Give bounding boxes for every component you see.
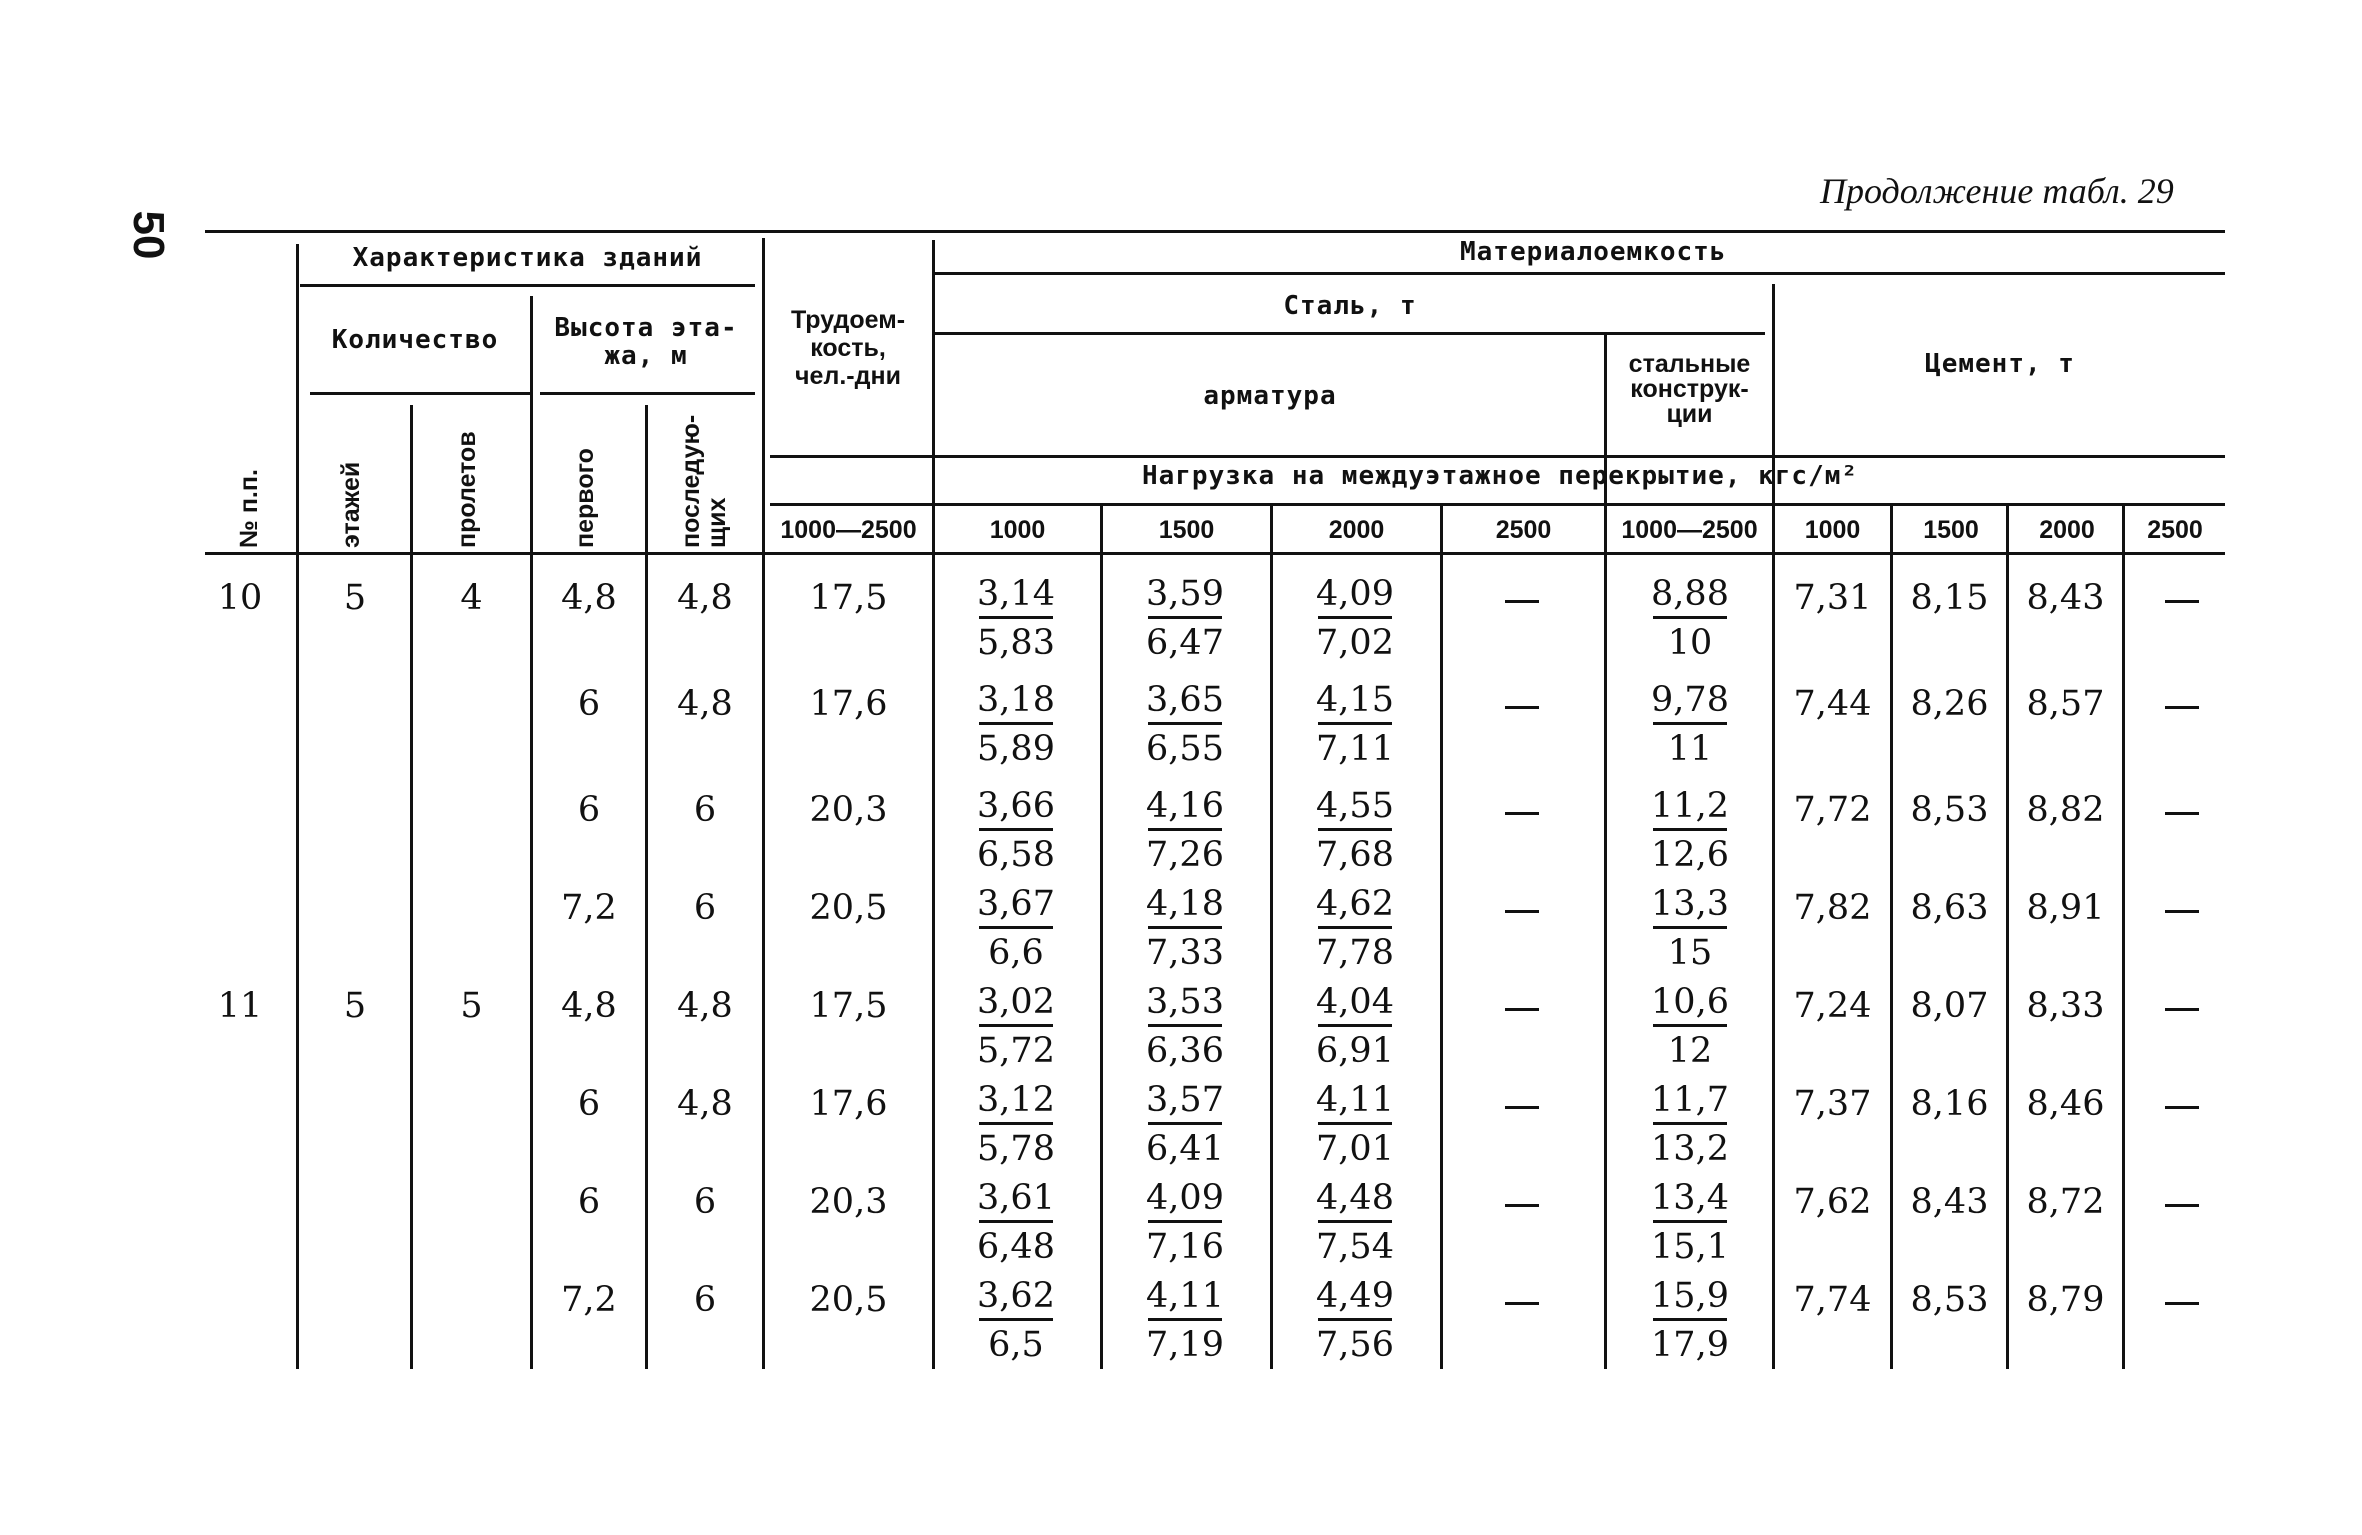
cell-rebar-2000 bbox=[1305, 884, 1405, 973]
cell-cement-2000: 8,43 bbox=[2026, 578, 2105, 618]
vline-9 bbox=[1440, 505, 1443, 1369]
cell-labor: 20,5 bbox=[809, 888, 888, 928]
cell-steel-structures-denominator: 17,9 bbox=[1651, 1325, 1729, 1365]
header-steel-structures-line3: ции bbox=[1666, 400, 1713, 428]
header-subsequent bbox=[678, 415, 730, 548]
cell-labor: 17,5 bbox=[809, 578, 888, 618]
cell-steel-structures-numerator: 11,2 bbox=[1651, 786, 1729, 826]
cell-steel-structures-denominator: 12,6 bbox=[1651, 835, 1729, 875]
cell-labor: 17,6 bbox=[809, 684, 888, 724]
cell-cement-2500-dash bbox=[2165, 1302, 2199, 1305]
cell-first-height: 6 bbox=[577, 1084, 601, 1124]
cell-cement-2500-dash bbox=[2165, 910, 2199, 913]
cell-cement-2500-dash bbox=[2165, 1106, 2199, 1109]
cell-cement-2000: 8,57 bbox=[2026, 684, 2105, 724]
cell-rebar-1500-numerator: 3,65 bbox=[1146, 680, 1224, 720]
header-labor-line2: кость, bbox=[810, 334, 886, 362]
rule-height bbox=[540, 392, 755, 395]
vline-1 bbox=[296, 244, 299, 1369]
header-subsequent-line2: щих bbox=[703, 497, 731, 548]
cell-rebar-1000-numerator: 3,61 bbox=[977, 1178, 1055, 1218]
load-col-0: 1000—2500 bbox=[780, 516, 917, 544]
cell-steel-structures bbox=[1640, 1276, 1740, 1365]
cell-rebar-1500-numerator: 4,11 bbox=[1146, 1276, 1224, 1316]
cell-rebar-1000-fraction-bar bbox=[979, 1318, 1053, 1321]
cell-rebar-1500 bbox=[1135, 1080, 1235, 1169]
cell-rebar-2500-dash bbox=[1505, 910, 1539, 913]
cell-rebar-2000-numerator: 4,11 bbox=[1316, 1080, 1394, 1120]
cell-next-height: 6 bbox=[693, 790, 717, 830]
cell-rebar-2000 bbox=[1305, 786, 1405, 875]
rule-top bbox=[205, 230, 2225, 233]
cell-rebar-1500-denominator: 7,33 bbox=[1146, 933, 1224, 973]
cell-rebar-1500 bbox=[1135, 1178, 1235, 1267]
header-steel-structures-line2: конструк- bbox=[1630, 375, 1749, 403]
cell-rebar-2000 bbox=[1305, 1276, 1405, 1365]
row-num: 11 bbox=[217, 986, 263, 1026]
cell-rebar-1000 bbox=[966, 982, 1066, 1071]
cell-steel-structures-numerator: 15,9 bbox=[1651, 1276, 1729, 1316]
cell-rebar-2000-fraction-bar bbox=[1318, 1122, 1392, 1125]
cell-rebar-2000 bbox=[1305, 680, 1405, 769]
header-floors: этажей bbox=[337, 461, 365, 548]
cell-steel-structures bbox=[1640, 1178, 1740, 1267]
cell-steel-structures bbox=[1640, 982, 1740, 1071]
cell-rebar-1000-fraction-bar bbox=[979, 722, 1053, 725]
load-col-9: 2500 bbox=[2147, 516, 2203, 544]
cell-labor: 20,3 bbox=[809, 1182, 888, 1222]
cell-steel-structures-numerator: 10,6 bbox=[1651, 982, 1729, 1022]
header-quantity: Количество bbox=[331, 325, 499, 355]
cell-cement-1500: 8,26 bbox=[1910, 684, 1989, 724]
cell-steel-structures-numerator: 8,88 bbox=[1651, 574, 1729, 614]
cell-rebar-1500 bbox=[1135, 786, 1235, 875]
cell-rebar-2000 bbox=[1305, 1080, 1405, 1169]
cell-steel-structures-numerator: 11,7 bbox=[1651, 1080, 1729, 1120]
header-first: первого bbox=[571, 448, 599, 548]
cell-rebar-1000 bbox=[966, 574, 1066, 663]
cell-rebar-2500-dash bbox=[1505, 1204, 1539, 1207]
cell-labor: 17,5 bbox=[809, 986, 888, 1026]
cell-rebar-2500-dash bbox=[1505, 1106, 1539, 1109]
cell-rebar-1500-denominator: 7,26 bbox=[1146, 835, 1224, 875]
cell-rebar-2000-denominator: 7,56 bbox=[1316, 1325, 1394, 1365]
header-num: № п.п. bbox=[235, 469, 263, 548]
cell-rebar-2000 bbox=[1305, 982, 1405, 1071]
cell-cement-1500: 8,43 bbox=[1910, 1182, 1989, 1222]
rule-steel bbox=[935, 332, 1765, 335]
cell-rebar-1000-numerator: 3,02 bbox=[977, 982, 1055, 1022]
cell-rebar-2000-fraction-bar bbox=[1318, 616, 1392, 619]
cell-rebar-1500-denominator: 6,47 bbox=[1146, 623, 1224, 663]
cell-steel-structures bbox=[1640, 680, 1740, 769]
cell-rebar-1500 bbox=[1135, 1276, 1235, 1365]
load-col-3: 2000 bbox=[1328, 516, 1385, 544]
rule-char bbox=[300, 284, 755, 287]
cell-cement-2000: 8,91 bbox=[2026, 888, 2105, 928]
cell-cement-1500: 8,53 bbox=[1910, 1280, 1989, 1320]
cell-rebar-2000-numerator: 4,15 bbox=[1316, 680, 1394, 720]
cell-rebar-2500-dash bbox=[1505, 1302, 1539, 1305]
cell-rebar-1000-numerator: 3,14 bbox=[977, 574, 1055, 614]
cell-next-height: 6 bbox=[693, 888, 717, 928]
cell-rebar-1500-denominator: 6,41 bbox=[1146, 1129, 1224, 1169]
cell-steel-structures-numerator: 13,3 bbox=[1651, 884, 1729, 924]
header-height bbox=[535, 314, 757, 370]
header-steel-structures bbox=[1607, 352, 1772, 427]
header-steel: Сталь, т bbox=[1283, 291, 1417, 321]
rule-load-top bbox=[770, 455, 2225, 458]
cell-first-height: 4,8 bbox=[561, 986, 617, 1026]
cell-cement-2500-dash bbox=[2165, 1204, 2199, 1207]
cell-rebar-1500-denominator: 7,16 bbox=[1146, 1227, 1224, 1267]
row-num: 10 bbox=[217, 578, 263, 618]
cell-first-height: 7,2 bbox=[561, 888, 617, 928]
vline-4 bbox=[645, 405, 648, 1369]
cell-rebar-1000-denominator: 6,58 bbox=[977, 835, 1055, 875]
cell-rebar-2500-dash bbox=[1505, 706, 1539, 709]
cell-rebar-2000-numerator: 4,48 bbox=[1316, 1178, 1394, 1218]
cell-rebar-1500-numerator: 4,09 bbox=[1146, 1178, 1224, 1218]
cell-steel-structures-denominator: 10 bbox=[1667, 623, 1713, 663]
cell-rebar-1000-denominator: 6,5 bbox=[988, 1325, 1044, 1365]
cell-rebar-1000-fraction-bar bbox=[979, 1122, 1053, 1125]
rule-qty bbox=[310, 392, 530, 395]
header-rebar: арматура bbox=[1203, 381, 1337, 411]
cell-steel-structures-fraction-bar bbox=[1653, 1024, 1727, 1027]
cell-rebar-2000-numerator: 4,04 bbox=[1316, 982, 1394, 1022]
cell-cement-2500-dash bbox=[2165, 600, 2199, 603]
header-steel-structures-line1: стальные bbox=[1628, 350, 1751, 378]
cell-cement-1000: 7,62 bbox=[1793, 1182, 1872, 1222]
cell-cement-1000: 7,37 bbox=[1793, 1084, 1872, 1124]
cell-next-height: 4,8 bbox=[677, 1084, 733, 1124]
cell-rebar-1000-denominator: 5,72 bbox=[977, 1031, 1055, 1071]
cell-rebar-1500-denominator: 7,19 bbox=[1146, 1325, 1224, 1365]
cell-cement-2000: 8,46 bbox=[2026, 1084, 2105, 1124]
header-cement: Цемент, т bbox=[1925, 349, 2075, 379]
cell-rebar-2000-numerator: 4,62 bbox=[1316, 884, 1394, 924]
cell-next-height: 6 bbox=[693, 1182, 717, 1222]
cell-cement-2500-dash bbox=[2165, 812, 2199, 815]
cell-rebar-1000-fraction-bar bbox=[979, 616, 1053, 619]
cell-next-height: 4,8 bbox=[677, 986, 733, 1026]
cell-rebar-1500 bbox=[1135, 574, 1235, 663]
cell-rebar-1500-numerator: 3,57 bbox=[1146, 1080, 1224, 1120]
load-col-2: 1500 bbox=[1158, 516, 1215, 544]
cell-rebar-2000-denominator: 7,78 bbox=[1316, 933, 1394, 973]
cell-cement-2000: 8,72 bbox=[2026, 1182, 2105, 1222]
cell-steel-structures-fraction-bar bbox=[1653, 1122, 1727, 1125]
cell-rebar-1500-fraction-bar bbox=[1148, 926, 1222, 929]
cell-cement-2000: 8,82 bbox=[2026, 790, 2105, 830]
cell-cement-1000: 7,44 bbox=[1793, 684, 1872, 724]
cell-rebar-1500-fraction-bar bbox=[1148, 1220, 1222, 1223]
cell-steel-structures-fraction-bar bbox=[1653, 1220, 1727, 1223]
cell-rebar-1000-fraction-bar bbox=[979, 1220, 1053, 1223]
cell-rebar-1000-denominator: 6,48 bbox=[977, 1227, 1055, 1267]
cell-rebar-1500-denominator: 6,55 bbox=[1146, 729, 1224, 769]
load-col-1: 1000 bbox=[989, 516, 1046, 544]
cell-rebar-1000-denominator: 5,78 bbox=[977, 1129, 1055, 1169]
cell-cement-2000: 8,79 bbox=[2026, 1280, 2105, 1320]
page-number: 50 bbox=[124, 210, 173, 260]
header-height-line1: Высота эта- bbox=[554, 313, 738, 343]
cell-steel-structures-denominator: 11 bbox=[1667, 729, 1713, 769]
vline-14 bbox=[2122, 505, 2125, 1369]
cell-steel-structures-numerator: 9,78 bbox=[1651, 680, 1729, 720]
cell-rebar-2000-denominator: 7,54 bbox=[1316, 1227, 1394, 1267]
cell-rebar-2000-denominator: 7,68 bbox=[1316, 835, 1394, 875]
cell-rebar-2000-numerator: 4,55 bbox=[1316, 786, 1394, 826]
cell-first-height: 4,8 bbox=[561, 578, 617, 618]
cell-next-height: 6 bbox=[693, 1280, 717, 1320]
cell-first-height: 6 bbox=[577, 684, 601, 724]
cell-rebar-1500-fraction-bar bbox=[1148, 1024, 1222, 1027]
cell-steel-structures-denominator: 12 bbox=[1667, 1031, 1713, 1071]
cell-rebar-1500-fraction-bar bbox=[1148, 722, 1222, 725]
cell-rebar-1000 bbox=[966, 1276, 1066, 1365]
load-col-6: 1000 bbox=[1804, 516, 1861, 544]
header-labor-line3: чел.-дни bbox=[795, 362, 901, 390]
cell-rebar-1000-fraction-bar bbox=[979, 828, 1053, 831]
vline-12 bbox=[1890, 505, 1893, 1369]
cell-rebar-1000-denominator: 5,89 bbox=[977, 729, 1055, 769]
header-height-line2: жа, м bbox=[604, 341, 688, 371]
cell-rebar-1000-numerator: 3,12 bbox=[977, 1080, 1055, 1120]
cell-rebar-1500-numerator: 4,18 bbox=[1146, 884, 1224, 924]
cell-steel-structures bbox=[1640, 786, 1740, 875]
cell-rebar-1000 bbox=[966, 786, 1066, 875]
cell-cement-1500: 8,07 bbox=[1910, 986, 1989, 1026]
cell-labor: 20,3 bbox=[809, 790, 888, 830]
cell-rebar-1000-denominator: 6,6 bbox=[988, 933, 1044, 973]
cell-rebar-2000-fraction-bar bbox=[1318, 926, 1392, 929]
cell-steel-structures bbox=[1640, 1080, 1740, 1169]
cell-cement-1500: 8,53 bbox=[1910, 790, 1989, 830]
cell-steel-structures bbox=[1640, 574, 1740, 663]
cell-rebar-1500-fraction-bar bbox=[1148, 1318, 1222, 1321]
load-col-8: 2000 bbox=[2039, 516, 2095, 544]
cell-next-height: 4,8 bbox=[677, 578, 733, 618]
rule-mat bbox=[935, 272, 2225, 275]
cell-rebar-2500-dash bbox=[1505, 1008, 1539, 1011]
cell-labor: 17,6 bbox=[809, 1084, 888, 1124]
cell-cement-1000: 7,74 bbox=[1793, 1280, 1872, 1320]
vline-13 bbox=[2006, 505, 2009, 1369]
cell-rebar-2000-denominator: 7,02 bbox=[1316, 623, 1394, 663]
cell-first-height: 6 bbox=[577, 1182, 601, 1222]
rule-header-bottom bbox=[205, 552, 2225, 555]
cell-rebar-1500-fraction-bar bbox=[1148, 616, 1222, 619]
cell-cement-1000: 7,82 bbox=[1793, 888, 1872, 928]
cell-steel-structures-fraction-bar bbox=[1653, 722, 1727, 725]
header-characteristics: Характеристика зданий bbox=[352, 243, 703, 273]
cell-rebar-1000-denominator: 5,83 bbox=[977, 623, 1055, 663]
cell-first-height: 6 bbox=[577, 790, 601, 830]
load-col-4: 2500 bbox=[1495, 516, 1552, 544]
cell-rebar-2000-fraction-bar bbox=[1318, 1318, 1392, 1321]
cell-rebar-2000-denominator: 6,91 bbox=[1316, 1031, 1394, 1071]
cell-cement-2500-dash bbox=[2165, 1008, 2199, 1011]
cell-first-height: 7,2 bbox=[561, 1280, 617, 1320]
cell-rebar-2000-numerator: 4,49 bbox=[1316, 1276, 1394, 1316]
cell-rebar-1000-fraction-bar bbox=[979, 1024, 1053, 1027]
cell-rebar-1500-fraction-bar bbox=[1148, 828, 1222, 831]
cell-rebar-1000 bbox=[966, 680, 1066, 769]
cell-rebar-2000 bbox=[1305, 574, 1405, 663]
cell-cement-1000: 7,31 bbox=[1793, 578, 1872, 618]
vline-7 bbox=[1100, 505, 1103, 1369]
header-load: Нагрузка на междуэтажное перекрытие, кгс/м² bbox=[1141, 461, 1859, 491]
cell-rebar-2000-fraction-bar bbox=[1318, 1220, 1392, 1223]
cell-steel-structures bbox=[1640, 884, 1740, 973]
header-material: Материалоемкость bbox=[1460, 237, 1727, 267]
header-subsequent-line1: последую- bbox=[677, 414, 705, 548]
cell-rebar-2000-denominator: 7,01 bbox=[1316, 1129, 1394, 1169]
cell-steel-structures-fraction-bar bbox=[1653, 616, 1727, 619]
cell-rebar-1500-denominator: 6,36 bbox=[1146, 1031, 1224, 1071]
cell-rebar-2000-denominator: 7,11 bbox=[1316, 729, 1394, 769]
cell-rebar-1000-numerator: 3,67 bbox=[977, 884, 1055, 924]
cell-steel-structures-numerator: 13,4 bbox=[1651, 1178, 1729, 1218]
cell-rebar-1500-numerator: 3,59 bbox=[1146, 574, 1224, 614]
cell-spans: 5 bbox=[460, 986, 483, 1026]
header-spans: пролетов bbox=[453, 431, 481, 548]
cell-rebar-1500-fraction-bar bbox=[1148, 1122, 1222, 1125]
cell-next-height: 4,8 bbox=[677, 684, 733, 724]
cell-rebar-1500-numerator: 3,53 bbox=[1146, 982, 1224, 1022]
cell-floors: 5 bbox=[343, 986, 367, 1026]
cell-steel-structures-fraction-bar bbox=[1653, 926, 1727, 929]
cell-rebar-1000-numerator: 3,66 bbox=[977, 786, 1055, 826]
cell-rebar-1500 bbox=[1135, 982, 1235, 1071]
vline-2 bbox=[410, 405, 413, 1369]
cell-rebar-1000 bbox=[966, 884, 1066, 973]
cell-steel-structures-fraction-bar bbox=[1653, 1318, 1727, 1321]
cell-rebar-2500-dash bbox=[1505, 812, 1539, 815]
cell-steel-structures-denominator: 15,1 bbox=[1651, 1227, 1729, 1267]
cell-rebar-1000-numerator: 3,62 bbox=[977, 1276, 1055, 1316]
cell-rebar-1500 bbox=[1135, 884, 1235, 973]
cell-steel-structures-denominator: 15 bbox=[1667, 933, 1713, 973]
cell-spans: 4 bbox=[460, 578, 483, 618]
cell-rebar-1000 bbox=[966, 1178, 1066, 1267]
load-col-5: 1000—2500 bbox=[1621, 516, 1758, 544]
cell-rebar-2000-fraction-bar bbox=[1318, 1024, 1392, 1027]
cell-labor: 20,5 bbox=[809, 1280, 888, 1320]
cell-rebar-1000 bbox=[966, 1080, 1066, 1169]
cell-rebar-2000-fraction-bar bbox=[1318, 828, 1392, 831]
load-col-7: 1500 bbox=[1923, 516, 1979, 544]
cell-floors: 5 bbox=[343, 578, 367, 618]
vline-8 bbox=[1270, 505, 1273, 1369]
cell-rebar-2000-fraction-bar bbox=[1318, 722, 1392, 725]
cell-rebar-2000-numerator: 4,09 bbox=[1316, 574, 1394, 614]
header-labor-line1: Трудоем- bbox=[790, 306, 906, 334]
cell-steel-structures-fraction-bar bbox=[1653, 828, 1727, 831]
cell-cement-1000: 7,24 bbox=[1793, 986, 1872, 1026]
cell-cement-1000: 7,72 bbox=[1793, 790, 1872, 830]
cell-rebar-1000-fraction-bar bbox=[979, 926, 1053, 929]
cell-rebar-1500-numerator: 4,16 bbox=[1146, 786, 1224, 826]
cell-rebar-2500-dash bbox=[1505, 600, 1539, 603]
table-caption: Продолжение табл. 29 bbox=[1820, 171, 2174, 211]
cell-steel-structures-denominator: 13,2 bbox=[1651, 1129, 1729, 1169]
cell-rebar-1000-numerator: 3,18 bbox=[977, 680, 1055, 720]
cell-cement-2500-dash bbox=[2165, 706, 2199, 709]
cell-cement-1500: 8,63 bbox=[1910, 888, 1989, 928]
cell-rebar-1500 bbox=[1135, 680, 1235, 769]
cell-rebar-2000 bbox=[1305, 1178, 1405, 1267]
cell-cement-1500: 8,15 bbox=[1910, 578, 1989, 618]
cell-cement-1500: 8,16 bbox=[1910, 1084, 1989, 1124]
header-labor bbox=[768, 306, 928, 390]
cell-cement-2000: 8,33 bbox=[2026, 986, 2105, 1026]
